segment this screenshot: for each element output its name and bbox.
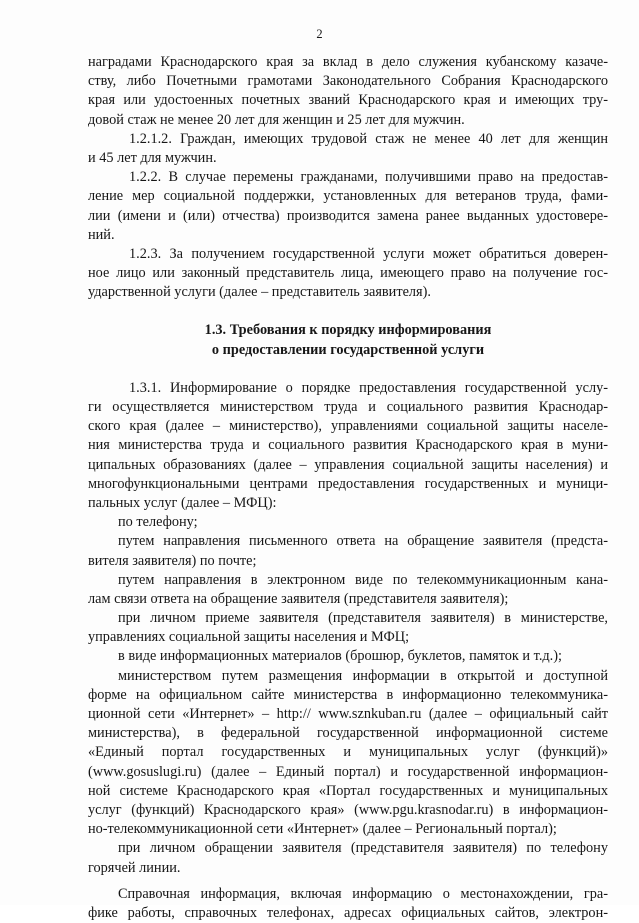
text-line: ципальных образованиях (далее – управления социальной защиты населения) и bbox=[88, 456, 608, 473]
text-line: министерства), в федеральной государственной информационной системе bbox=[88, 725, 608, 742]
text-line: 1.2.3. За получением государственной услуги может обратиться доверен- bbox=[129, 245, 608, 262]
text-line: ги осуществляется министерством труда и социального развития Краснодар- bbox=[88, 399, 608, 415]
text-line: довой стаж не менее 20 лет для женщин и 25 лет для мужчин. bbox=[88, 111, 465, 128]
text-line: многофункциональными центрами предоставления государственных и муници- bbox=[88, 475, 608, 492]
text-line: ству, либо Почетными грамотами Законодательного Собрания Краснодарского bbox=[88, 73, 608, 90]
text-line: министерством путем размещения информации в открытой и доступной bbox=[118, 667, 608, 684]
text-line: ния министерства труда и социального развития Краснодарского края в муни- bbox=[88, 437, 608, 454]
text-line: управлениях социальной защиты населения и МФЦ; bbox=[88, 629, 410, 646]
text-line: края или удостоенных почетных званий Краснодарского края и имеющих тру- bbox=[88, 92, 608, 109]
text-line: наградами Краснодарского края за вклад в дело служения кубанскому казаче- bbox=[88, 54, 608, 70]
text-line: форме на официальном сайте министерства в информационно телекоммуника- bbox=[88, 686, 608, 703]
text-line: ное лицо или законный представитель лица, имеющего право на получение гос- bbox=[88, 265, 608, 282]
text-line: пальных услуг (далее – МФЦ): bbox=[88, 494, 277, 511]
text-line: лам связи ответа на обращение заявителя (представителя заявителя); bbox=[88, 590, 509, 607]
text-line: ний. bbox=[88, 226, 115, 243]
section-heading: о предоставлении государственной услуги bbox=[211, 341, 485, 358]
text-line: (www.gosuslugi.ru) (далее – Единый портал) и государственной информацион- bbox=[88, 763, 608, 780]
text-line: в виде информационных материалов (брошюр, буклетов, памяток и т.д.); bbox=[118, 648, 562, 665]
text-line: лии (имени и (или) отчества) производится замена ранее выданных удостовере- bbox=[88, 207, 608, 224]
text-line: «Единый портал государственных и муниципальных услуг (функций)» bbox=[88, 744, 608, 761]
text-line: услуг (функций) Краснодарского края» (www.pgu.krasnodar.ru) в информацион- bbox=[88, 801, 608, 818]
text-line: по телефону; bbox=[118, 514, 198, 531]
page-number: 2 bbox=[316, 27, 323, 41]
text-line: вителя заявителя) по почте; bbox=[88, 552, 257, 569]
text-line: ление мер социальной поддержки, установленных для ветеранов труда, фами- bbox=[88, 188, 608, 205]
text-line: путем направления в электронном виде по телекоммуникационным кана- bbox=[118, 571, 608, 588]
text-line: 1.2.1.2. Граждан, имеющих трудовой стаж не менее 40 лет для женщин bbox=[129, 130, 608, 147]
section-heading: 1.3. Требования к порядку информирования bbox=[204, 322, 492, 339]
text-line: фике работы, справочных телефонах, адресах официальных сайтов, электрон- bbox=[88, 904, 608, 921]
text-line: но-телекоммуникационной сети «Интернет» (далее – Региональный портал); bbox=[88, 821, 557, 838]
text-line: Справочная информация, включая информацию о местонахождении, гра- bbox=[118, 885, 608, 902]
text-line: 1.2.2. В случае перемены гражданами, получившими право на предостав- bbox=[129, 169, 608, 186]
text-line: ционной сети «Интернет» – http:// www.sznkuban.ru (далее – официальный сайт bbox=[88, 706, 608, 722]
text-line: горячей линии. bbox=[88, 859, 181, 876]
document-body bbox=[88, 53, 608, 923]
text-line: при личном обращении заявителя (представителя заявителя) по телефону bbox=[118, 840, 608, 857]
text-line: при личном приеме заявителя (представителя заявителя) в министерстве, bbox=[118, 610, 608, 627]
text-line: ной системе Краснодарского края «Портал государственных и муниципальных bbox=[88, 782, 608, 799]
text-line: 1.3.1. Информирование о порядке предоставления государственной услу- bbox=[129, 379, 608, 396]
text-line: и 45 лет для мужчин. bbox=[88, 149, 217, 166]
text-line: ского края (далее – министерство), управлениями социальной защиты населе- bbox=[88, 418, 608, 435]
text-line: путем направления письменного ответа на обращение заявителя (предста- bbox=[118, 533, 608, 550]
text-line: ударственной услуги (далее – представитель заявителя). bbox=[88, 284, 431, 301]
